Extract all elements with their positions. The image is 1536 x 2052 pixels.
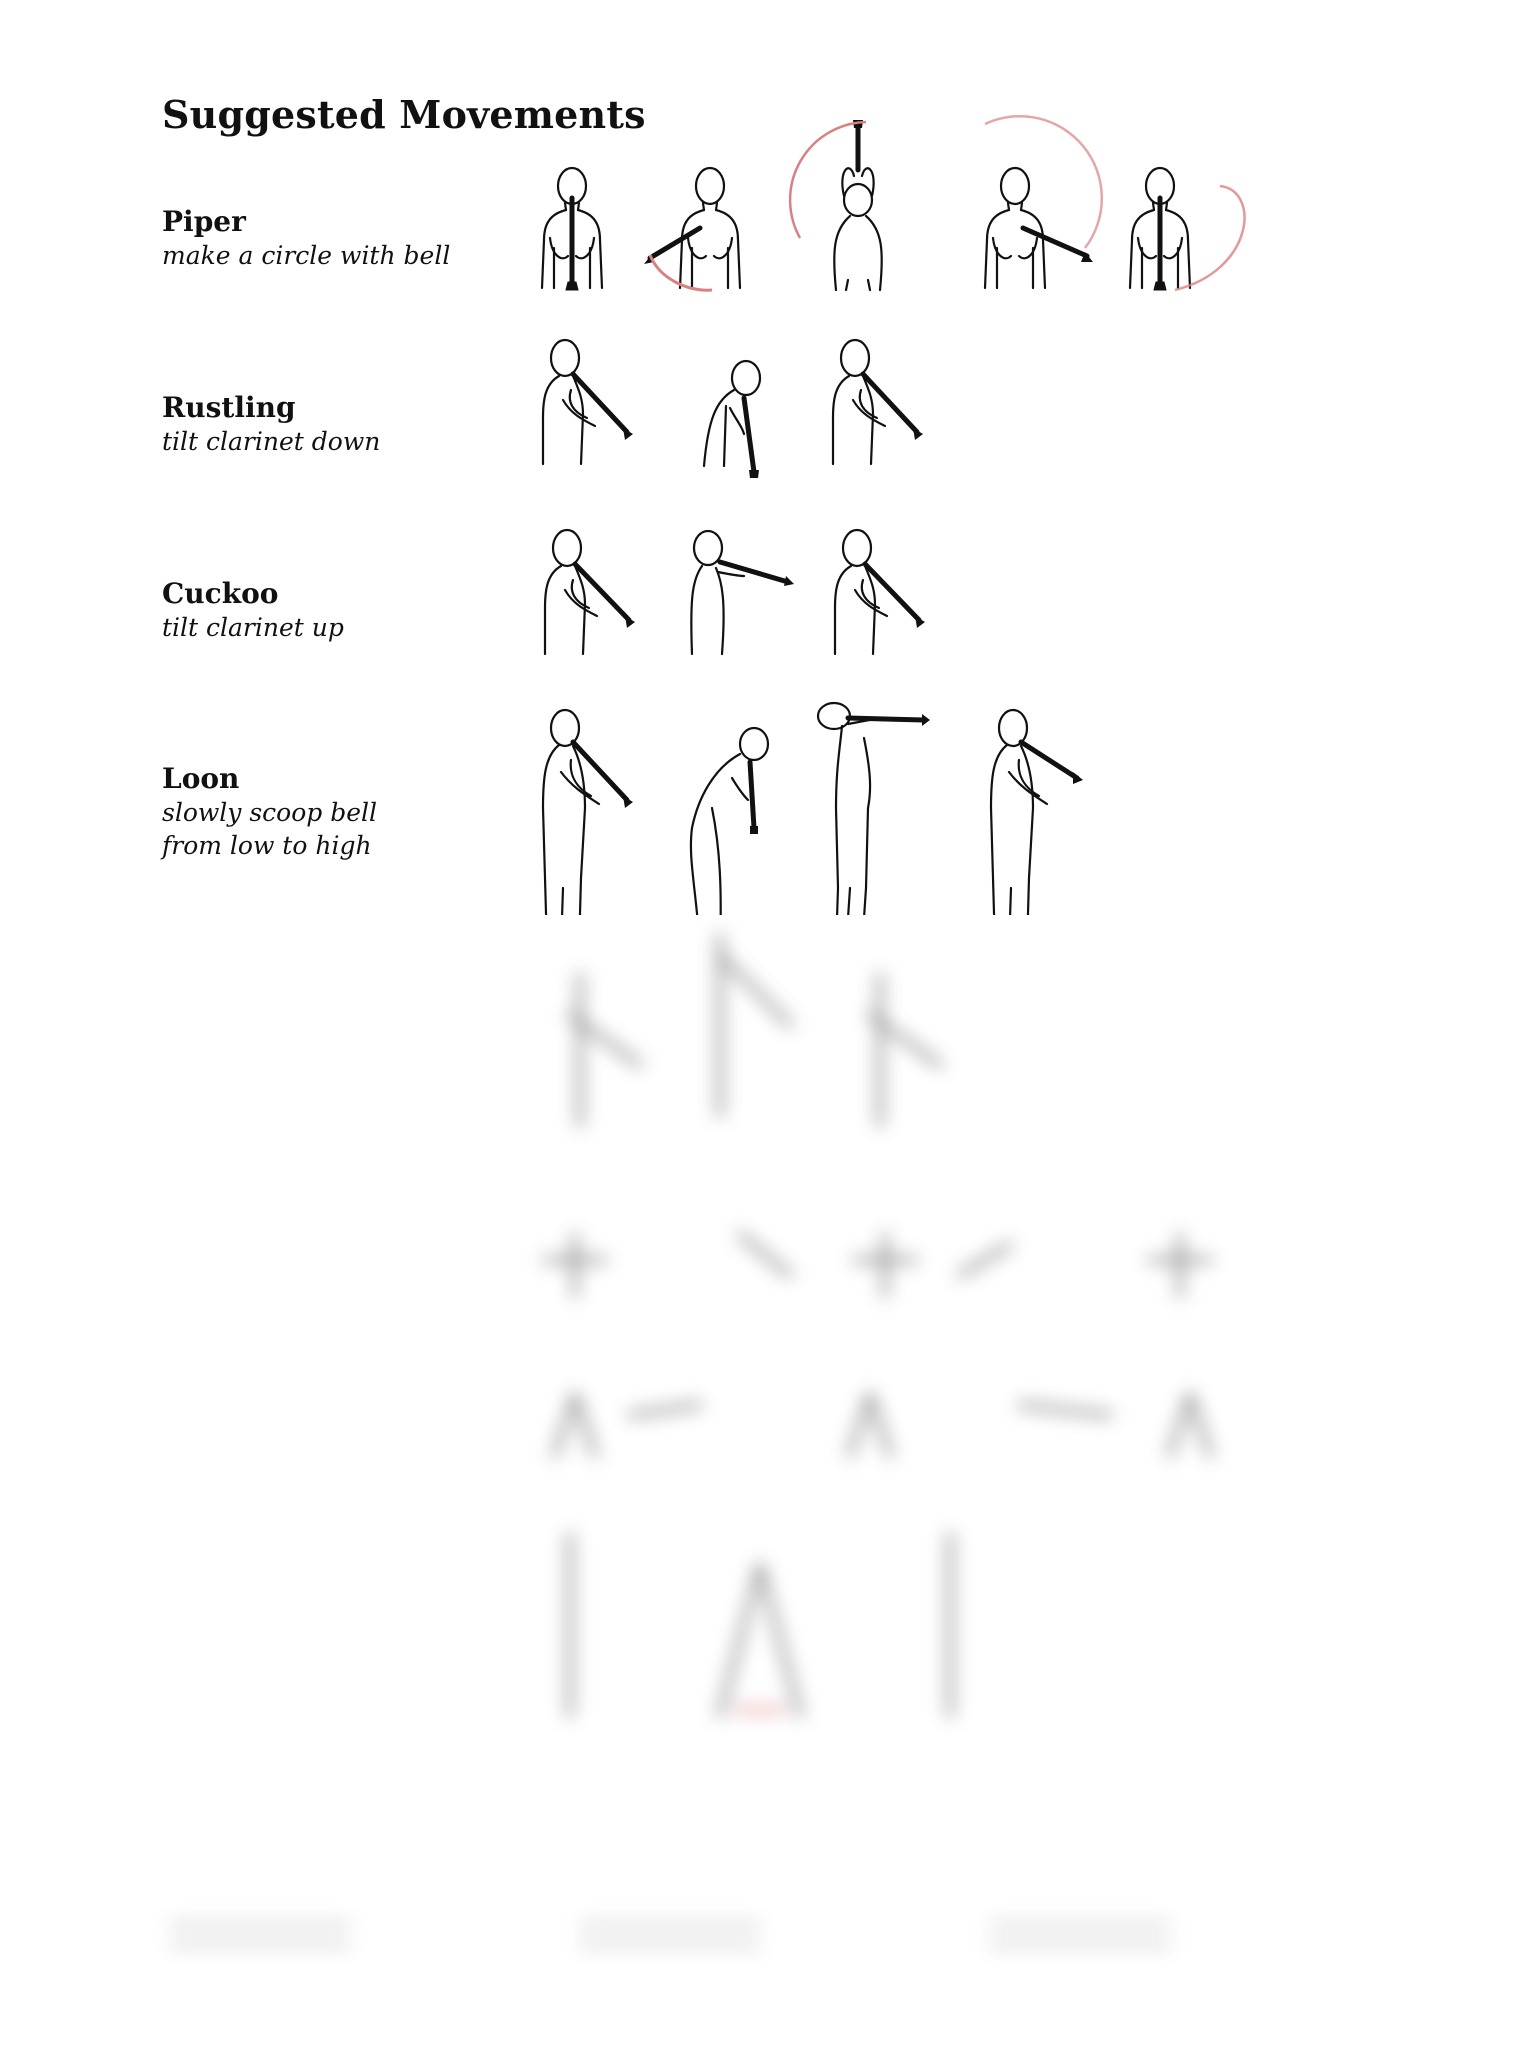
- movement-name: Rustling: [162, 391, 296, 424]
- loon-figure-1: [543, 710, 633, 915]
- cuckoo-figure-1: [545, 530, 635, 654]
- movement-name: Cuckoo: [162, 577, 279, 610]
- page-title: Suggested Movements: [162, 92, 646, 137]
- piper-circle-arc-5: [1175, 186, 1244, 290]
- piper-figure-5: [1130, 168, 1190, 290]
- piper-figure-3: [834, 120, 882, 290]
- loon-figure-2: [691, 728, 768, 915]
- movement-description: tilt clarinet up: [162, 613, 344, 642]
- movement-description: tilt clarinet down: [162, 427, 381, 456]
- piper-circle-arc-3: [790, 122, 866, 238]
- cuckoo-figure-3: [835, 530, 925, 654]
- rustling-figure-3: [833, 340, 923, 464]
- movement-description: slowly scoop bell: [162, 798, 378, 827]
- rustling-figure-2: [704, 361, 760, 478]
- movement-name: Piper: [162, 205, 246, 238]
- piper-figure-4: [985, 168, 1093, 288]
- blurred-figures: [0, 915, 1536, 2048]
- loon-figure-4: [991, 710, 1083, 915]
- movement-description: make a circle with bell: [162, 241, 451, 270]
- movement-figures: [0, 0, 1536, 915]
- piper-figure-1: [542, 168, 602, 290]
- blurred-lower-section: [0, 915, 1536, 2048]
- rustling-figure-1: [543, 340, 633, 464]
- loon-figure-3: [818, 703, 930, 915]
- movement-description: from low to high: [162, 831, 372, 860]
- movement-name: Loon: [162, 762, 240, 795]
- cuckoo-figure-2: [691, 531, 794, 654]
